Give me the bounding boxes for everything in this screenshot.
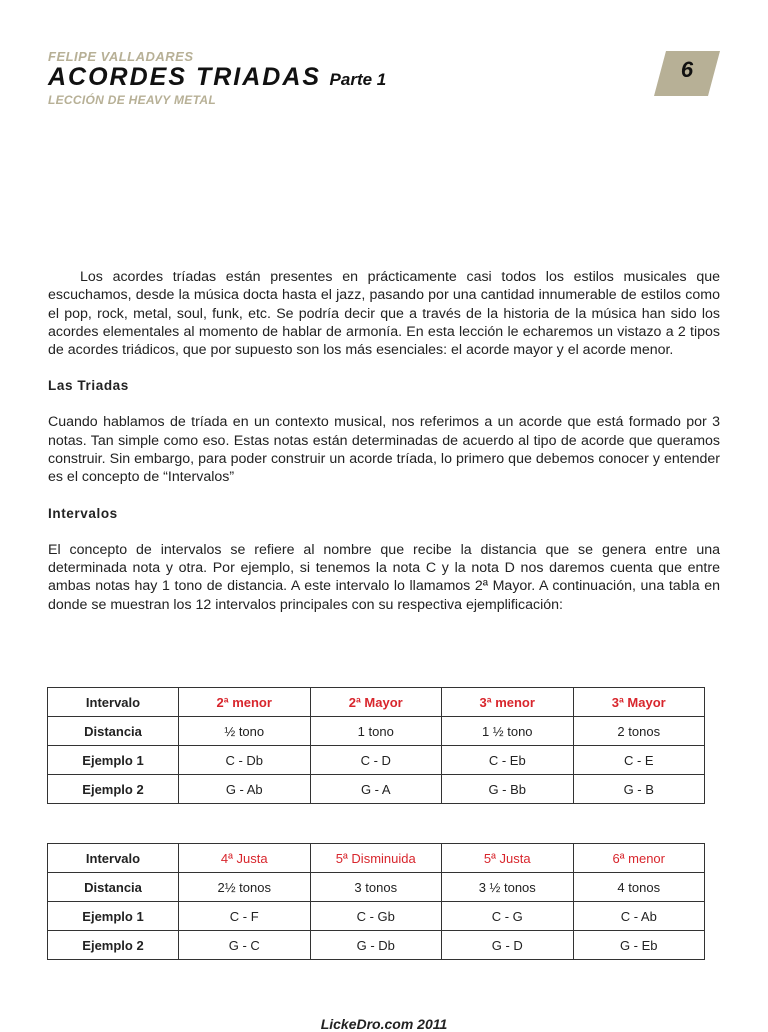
distance-cell: 1 ½ tono <box>442 717 574 746</box>
distance-cell: 3 tonos <box>310 873 442 902</box>
row-label-distancia: Distancia <box>48 873 179 902</box>
page-number: 6 <box>680 57 694 82</box>
interval-name-cell: 5ª Justa <box>442 844 574 873</box>
table-row <box>48 902 705 931</box>
page-footer: LickeDro.com 2011 <box>320 1016 448 1032</box>
row-label-ejemplo-2: Ejemplo 2 <box>48 931 179 960</box>
interval-name-cell: 3ª Mayor <box>573 688 705 717</box>
page-number-badge <box>654 51 720 96</box>
example-cell: G - C <box>179 931 311 960</box>
interval-name-cell: 3ª menor <box>442 688 574 717</box>
triadas-paragraph: Cuando hablamos de tríada en un contexto musical, nos referimos a un acorde que está formado por 3 notas. Tan simple como eso. Estas notas están determinadas de acuerdo al tipo de acorde que queramos construir. Sin embargo, para poder construir un acorde tríada, lo primero que debemos conocer y entender es el concepto de “Intervalos” <box>48 414 720 486</box>
example-cell: G - Ab <box>179 775 311 804</box>
example-cell: G - Bb <box>442 775 574 804</box>
example-cell: G - Eb <box>573 931 705 960</box>
row-label-ejemplo-1: Ejemplo 1 <box>48 902 179 931</box>
row-label-intervalo: Intervalo <box>48 844 179 873</box>
document-header <box>48 50 386 107</box>
distance-cell: 2 tonos <box>573 717 705 746</box>
example-cell: C - D <box>310 746 442 775</box>
table-row <box>48 844 705 873</box>
author-name: FELIPE VALLADARES <box>48 49 194 64</box>
interval-name-cell: 2ª Mayor <box>310 688 442 717</box>
example-cell: C - Eb <box>442 746 574 775</box>
document-title: ACORDES TRIADAS <box>48 63 322 91</box>
document-part: Parte 1 <box>329 70 387 89</box>
distance-cell: 2½ tonos <box>179 873 311 902</box>
distance-cell: 3 ½ tonos <box>442 873 574 902</box>
table-row <box>48 931 705 960</box>
example-cell: C - F <box>179 902 311 931</box>
document-body <box>48 268 720 614</box>
example-cell: G - A <box>310 775 442 804</box>
example-cell: G - Db <box>310 931 442 960</box>
intervals-table-2 <box>47 843 705 960</box>
example-cell: C - Ab <box>573 902 705 931</box>
intro-paragraph: Los acordes tríadas están presentes en prácticamente casi todos los estilos musicales que escuchamos, desde la música docta hasta el jazz, pasando por una cantidad innumerable de estilos como el pop, rock, metal, soul, funk, etc. Se podría decir que a través de la historia de la música han sido los acordes elementales al momento de hablar de armonía. En esta lección le echaremos un vistazo a 2 tipos de acordes triádicos, que por supuesto son los más esenciales: el acorde mayor y el acorde menor. <box>48 269 720 359</box>
heading-intervalos: Intervalos <box>48 505 118 521</box>
row-label-intervalo: Intervalo <box>48 688 179 717</box>
intervals-table-1 <box>47 687 705 804</box>
heading-triadas: Las Triadas <box>48 378 129 394</box>
lesson-subtitle: LECCIÓN DE HEAVY METAL <box>48 93 216 107</box>
row-label-ejemplo-2: Ejemplo 2 <box>48 775 179 804</box>
table-row <box>48 873 705 902</box>
intervalos-paragraph: El concepto de intervalos se refiere al nombre que recibe la distancia que se genera entre una determinada nota y otra. Por ejemplo, si tenemos la nota C y la nota D nos daremos cuenta que entre ambas notas hay 1 tono de distancia. A este intervalo lo llamamos 2ª Mayor. A continuación, una tabla en donde se muestran los 12 intervalos principales con su respectiva ejemplificación: <box>48 541 720 613</box>
table-row <box>48 746 705 775</box>
distance-cell: 1 tono <box>310 717 442 746</box>
interval-name-cell: 2ª menor <box>179 688 311 717</box>
interval-name-cell: 5ª Disminuida <box>310 844 442 873</box>
interval-name-cell: 6ª menor <box>573 844 705 873</box>
example-cell: C - E <box>573 746 705 775</box>
distance-cell: ½ tono <box>179 717 311 746</box>
row-label-ejemplo-1: Ejemplo 1 <box>48 746 179 775</box>
distance-cell: 4 tonos <box>573 873 705 902</box>
example-cell: C - Gb <box>310 902 442 931</box>
table-row <box>48 688 705 717</box>
table-row <box>48 717 705 746</box>
example-cell: G - D <box>442 931 574 960</box>
table-row <box>48 775 705 804</box>
example-cell: G - B <box>573 775 705 804</box>
example-cell: C - Db <box>179 746 311 775</box>
row-label-distancia: Distancia <box>48 717 179 746</box>
example-cell: C - G <box>442 902 574 931</box>
interval-name-cell: 4ª Justa <box>179 844 311 873</box>
title-line <box>48 64 386 94</box>
